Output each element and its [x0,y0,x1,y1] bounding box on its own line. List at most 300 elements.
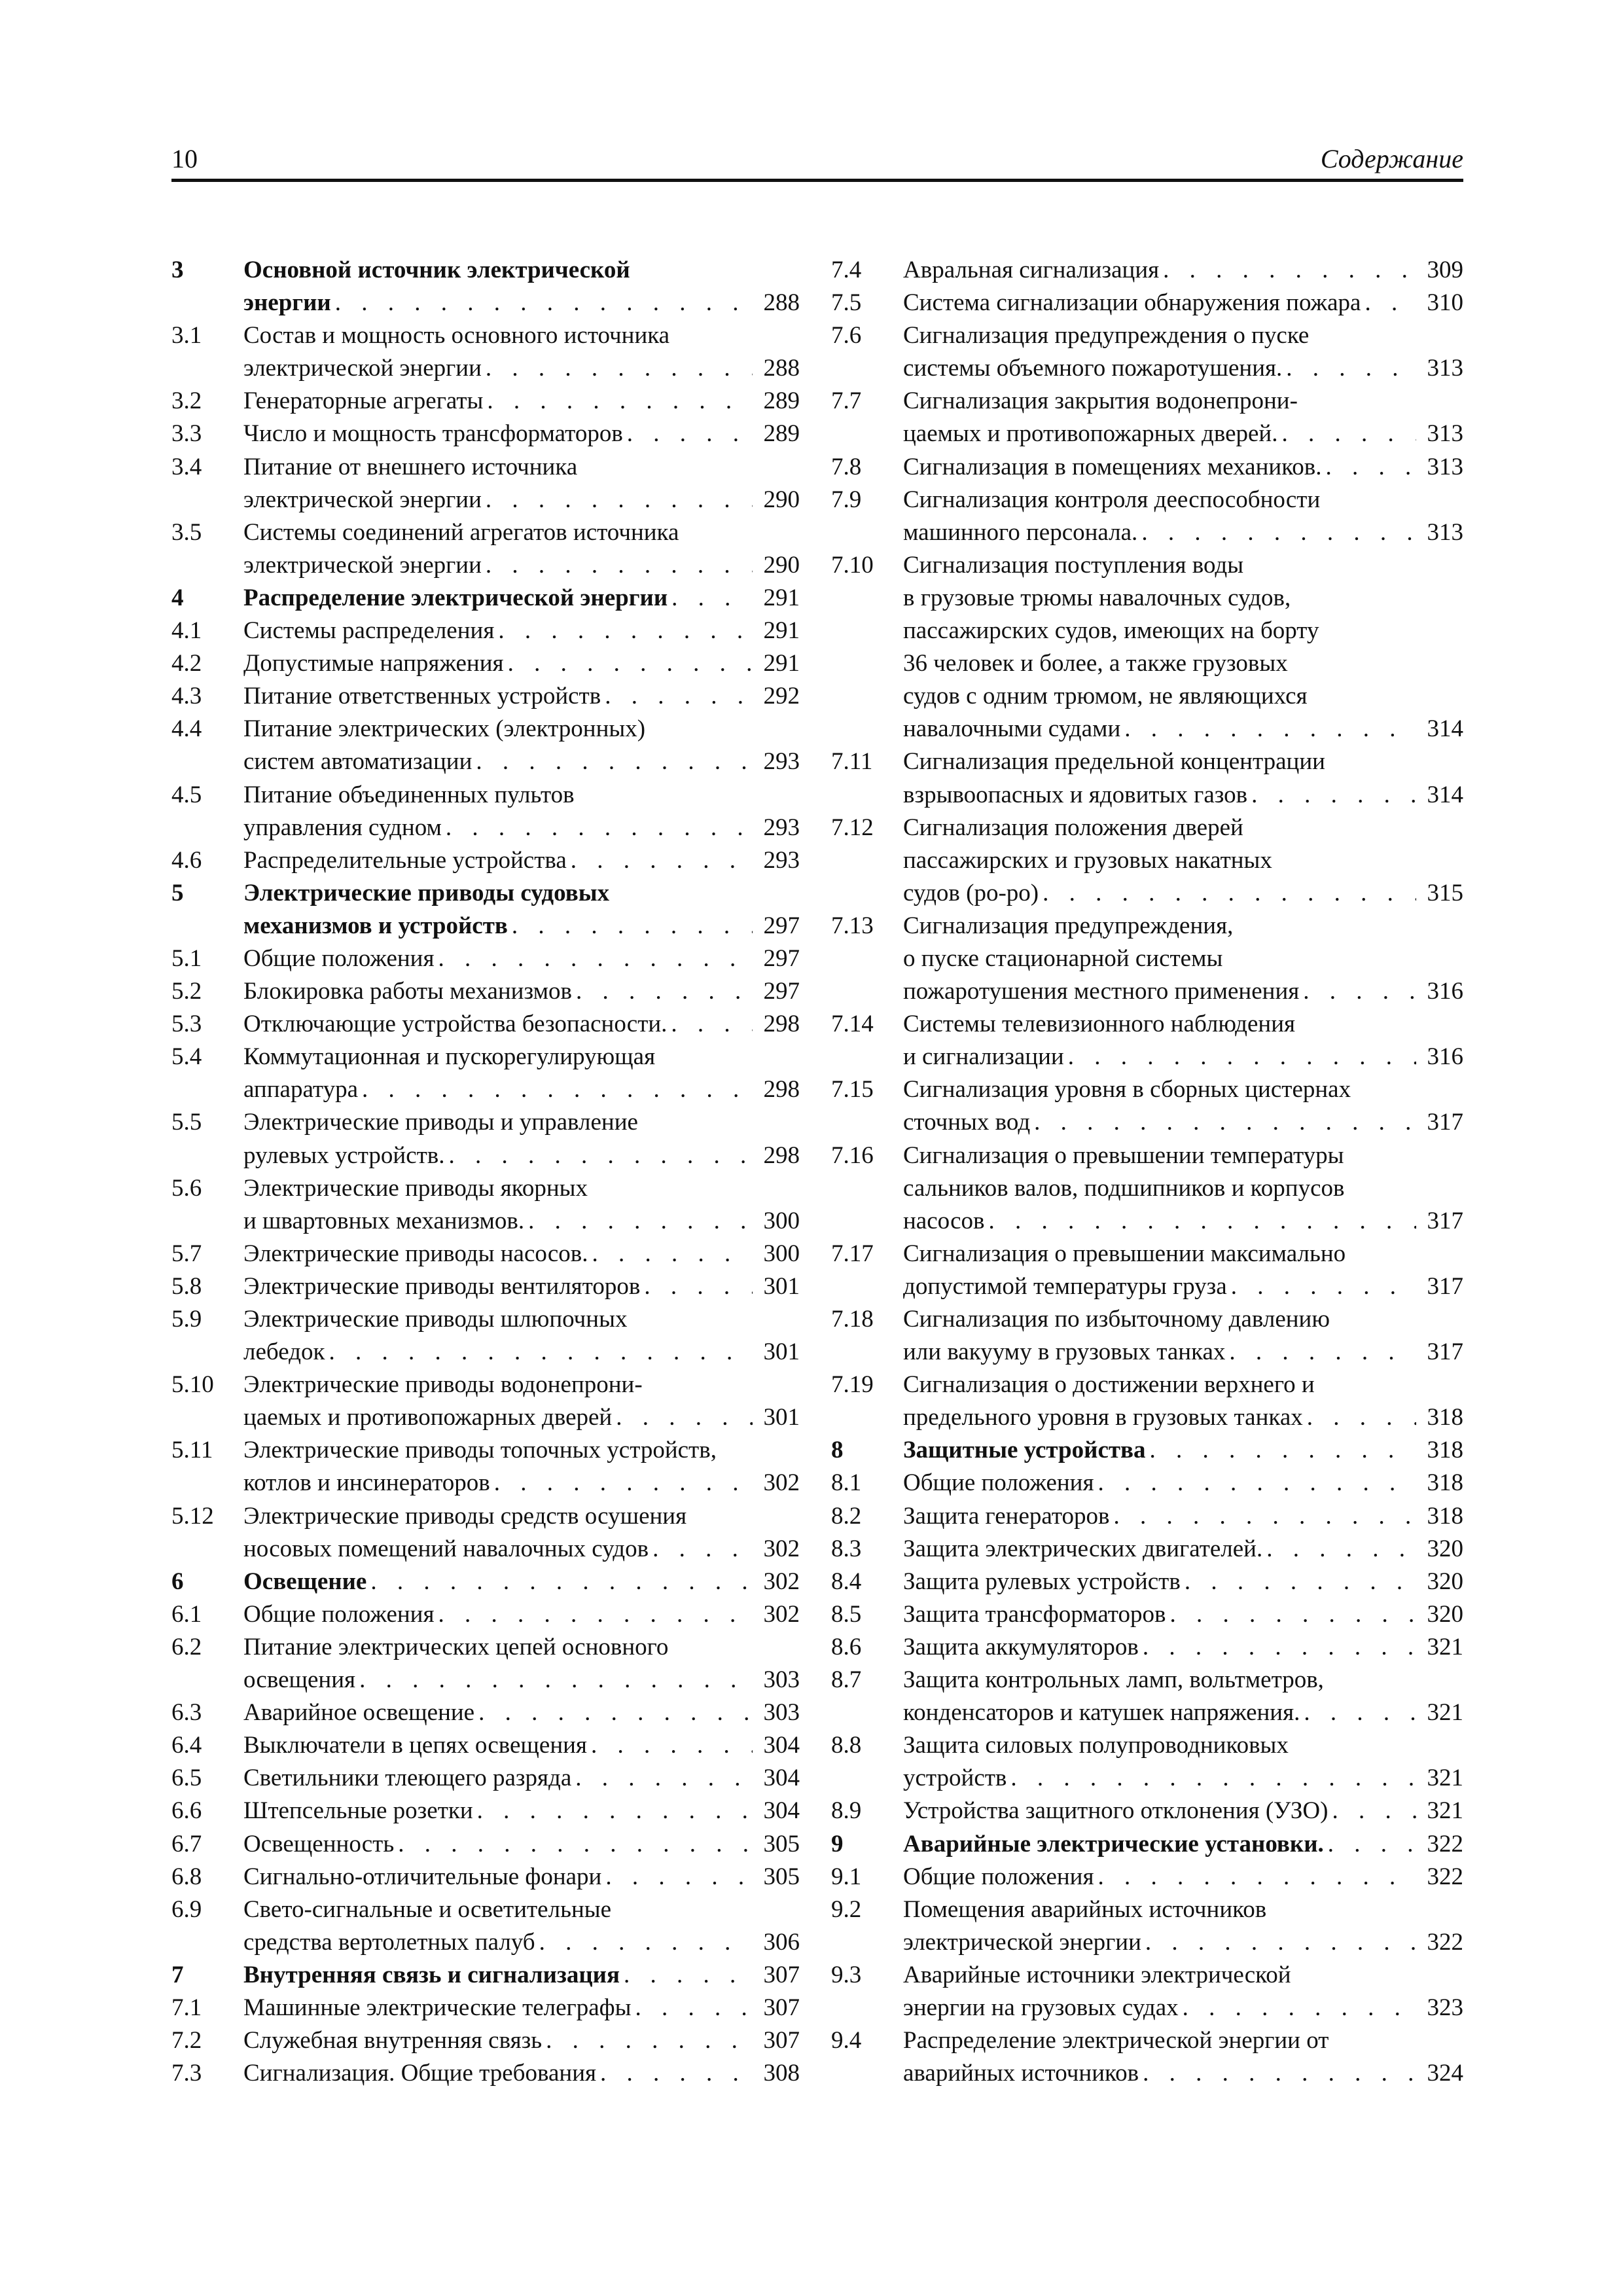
toc-title-last-line [903,2057,1463,2090]
dot-leader [671,1008,753,1041]
toc-entry-title [243,1270,800,1303]
toc-entry-number: 3.3 [171,420,202,448]
toc-title-last-line [903,1041,1463,1073]
toc-title-line: освещения [243,1666,356,1694]
toc-entry-number: 3 [171,257,184,283]
toc-title-line: носовых помещений навалочных судов [243,1535,649,1562]
dot-leader [605,1861,753,1893]
toc-entry-title [243,1729,800,1762]
dot-leader [624,1959,753,1992]
dot-leader [1251,779,1416,812]
toc-title-line: Сигнализация. Общие требования [243,2060,597,2087]
toc-entry [831,910,1463,1008]
toc-entry-title [243,2057,800,2090]
toc-entry [831,319,1463,385]
toc-entry-title [243,2024,800,2057]
dot-leader [1229,1336,1416,1369]
toc-entry-number: 7.15 [831,1076,874,1103]
dot-leader [616,1401,753,1434]
toc-title-last-line [903,1992,1463,2024]
dot-leader [446,812,753,844]
toc-entry-title [903,287,1463,319]
toc-entry-number: 7.7 [831,387,862,415]
toc-page-number: 293 [763,814,800,841]
toc-title-last-line [903,1926,1463,1959]
toc-title-line: Общие положения [903,1469,1094,1497]
toc-chapter-entry [171,1959,800,1992]
dot-leader [591,1729,753,1762]
toc-title-line: электрической энергии [243,355,482,382]
toc-entry-title [243,680,800,713]
toc-entry [831,484,1463,549]
dot-leader [1307,1401,1416,1434]
toc-title-line: Светильники тлеющего разряда [243,1765,572,1792]
toc-entry-number: 4.1 [171,617,202,645]
toc-entry-number: 5.8 [171,1272,202,1300]
toc-entry-title [903,1434,1463,1467]
toc-title-last-line [903,975,1463,1008]
dot-leader [512,910,753,942]
toc-page-number: 322 [1427,1830,1463,1857]
toc-entry-title [903,1631,1463,1664]
toc-page-number: 297 [763,944,800,972]
toc-entry-title [903,1467,1463,1499]
toc-title-last-line [903,1598,1463,1631]
toc-entry-title [903,1959,1463,2024]
toc-entry-title [243,1008,800,1041]
toc-page-number: 321 [1427,1765,1463,1792]
toc-title-last-line [243,1270,800,1303]
toc-page-number: 320 [1427,1568,1463,1595]
toc-entry-number: 8.3 [831,1535,862,1562]
toc-entry-number: 4.6 [171,846,202,874]
toc-title-line: Аварийное освещение [243,1699,475,1727]
toc-page-number: 313 [1427,518,1463,546]
toc-title-line: Питание электрических (электронных) [243,715,646,743]
toc-page-number: 320 [1427,1535,1463,1562]
toc-title-last-line [243,1008,800,1041]
toc-entry-number: 8.1 [831,1469,862,1497]
toc-entry-title [903,1238,1463,1303]
toc-entry [171,1369,800,1434]
toc-entry-title [903,1795,1463,1827]
toc-title-last-line [903,1205,1463,1238]
toc-entry-number: 8 [831,1437,844,1464]
toc-title-line: допустимой температуры груза [903,1272,1227,1300]
toc-entry-number: 7.8 [831,453,862,480]
toc-page-number: 305 [763,1863,800,1890]
toc-entry-title [903,1008,1463,1073]
dot-leader [1185,1566,1416,1598]
toc-title-line: Отключающие устройства безопасности. [243,1011,668,1038]
toc-entry-title [243,1828,800,1861]
toc-title-line: Система сигнализации обнаружения пожара [903,289,1361,317]
toc-entry-title [903,1369,1463,1434]
toc-title-line: электрической энергии [903,1928,1141,1956]
toc-entry-number: 5.12 [171,1502,214,1530]
toc-page-number: 298 [763,1011,800,1038]
toc-entry-title [243,1992,800,2024]
toc-page-number: 318 [1427,1469,1463,1497]
toc-title-last-line [243,1073,800,1106]
dot-leader [1143,2057,1416,2090]
toc-title-line: системы объемного пожаротушения. [903,355,1283,382]
toc-page-number: 298 [763,1076,800,1103]
dot-leader [671,582,753,615]
toc-entry-number: 7.12 [831,814,874,841]
toc-entry [171,1303,800,1369]
toc-title-last-line [243,1992,800,2024]
toc-entry [831,2024,1463,2090]
toc-entry [831,1861,1463,1893]
toc-title-line: Защита электрических двигателей. [903,1535,1263,1562]
toc-title-last-line [903,352,1463,385]
toc-entry-number: 8.5 [831,1600,862,1628]
toc-entry-title [243,942,800,975]
toc-title-last-line [243,1467,800,1499]
toc-entry [831,1631,1463,1664]
toc-entry [831,1893,1463,1959]
toc-title-last-line [903,451,1463,484]
toc-page-number: 304 [763,1765,800,1792]
toc-entry-number: 3.1 [171,322,202,350]
toc-page-number: 291 [763,584,800,611]
toc-title-line: Системы телевизионного наблюдения [903,1011,1296,1038]
toc-page-number: 297 [763,978,800,1005]
toc-entry [831,1369,1463,1434]
toc-entry [831,1729,1463,1795]
toc-title-last-line [243,1795,800,1827]
toc-entry-number: 8.2 [831,1502,862,1530]
toc-title-line: Общие положения [243,1600,435,1628]
toc-entry-number: 8.8 [831,1732,862,1759]
dot-leader [1304,1696,1416,1729]
toc-entry-number: 6.1 [171,1600,202,1628]
toc-title-line: Сигнализация в помещениях механиков. [903,453,1322,480]
toc-entry-number: 6.6 [171,1797,202,1825]
toc-entry [171,844,800,877]
toc-entry-title [903,2024,1463,2090]
toc-title-line: Состав и мощность основного источника [243,322,670,350]
toc-entry-title [243,1566,800,1598]
toc-title-line: Помещения аварийных источников [903,1895,1267,1923]
toc-column-left [171,254,800,2090]
toc-title-last-line [243,1598,800,1631]
toc-title-last-line [243,615,800,647]
page-number: 10 [171,144,198,173]
dot-leader [592,1238,753,1270]
dot-leader [438,942,753,975]
toc-title-line: судов (ро-ро) [903,879,1039,906]
toc-title-line: лебедок [243,1338,325,1366]
toc-entry [171,1893,800,1959]
toc-title-line: аппаратура [243,1076,359,1103]
toc-title-line: навалочными судами [903,715,1121,743]
toc-title-last-line [243,680,800,713]
toc-entry [831,385,1463,450]
toc-title-line: Сигнализация по избыточному давлению [903,1306,1330,1333]
dot-leader [1150,1434,1416,1467]
toc-entry [171,1696,800,1729]
toc-title-line: Коммутационная и пускорегулирующая [243,1043,656,1071]
toc-title-line: Электрические приводы топочных устройств, [243,1437,717,1464]
toc-entry-number: 4 [171,584,184,611]
toc-title-last-line [903,1467,1463,1499]
toc-page-number: 313 [1427,355,1463,382]
toc-title-line: механизмов и устройств [243,912,508,939]
toc-title-line: Питание электрических цепей основного [243,1633,669,1660]
dot-leader [508,647,753,680]
toc-title-line: Сигнализация предельной концентрации [903,748,1325,776]
toc-entry-title [903,1073,1463,1139]
dot-leader [652,1533,753,1566]
toc-title-line: пожаротушения местного применения [903,978,1300,1005]
dot-leader [1097,1467,1416,1499]
toc-entry-title [243,1041,800,1106]
toc-entry [831,1664,1463,1729]
toc-page-number: 302 [763,1568,800,1595]
toc-title-line: энергии на грузовых судах [903,1994,1179,2021]
toc-title-line: Электрические приводы водонепрони- [243,1371,643,1399]
toc-title-line: Распределение электрической энергии [243,584,668,611]
toc-entry [171,713,800,778]
toc-page-number: 322 [1427,1928,1463,1956]
dot-leader [1124,713,1416,745]
toc-entry-number: 3.2 [171,387,202,415]
toc-entry [831,549,1463,746]
toc-entry-title [243,1106,800,1172]
toc-entry-number: 5.4 [171,1043,202,1071]
toc-title-last-line [243,1959,800,1992]
toc-page-number: 318 [1427,1404,1463,1431]
toc-entry-title [903,451,1463,484]
toc-title-last-line [243,2024,800,2057]
toc-title-line: управления судном [243,814,442,841]
toc-entry-title [243,615,800,647]
toc-page-number: 321 [1427,1633,1463,1660]
toc-page-number: 307 [763,1994,800,2021]
dot-leader [1328,1828,1416,1861]
toc-page-number: 288 [763,355,800,382]
toc-title-last-line [903,1336,1463,1369]
toc-title-last-line [243,582,800,615]
toc-title-line: Машинные электрические телеграфы [243,1994,632,2021]
toc-entry-number: 7.11 [831,748,873,776]
dot-leader [539,1926,753,1959]
toc-entry-number: 5.2 [171,978,202,1005]
toc-title-line: Допустимые напряжения [243,650,504,677]
toc-entry [171,1631,800,1696]
toc-entry [171,2024,800,2057]
dot-leader [1286,352,1416,385]
toc-entry-title [243,647,800,680]
toc-entry-number: 4.2 [171,650,202,677]
toc-title-line: в грузовые трюмы навалочных судов, [903,584,1291,611]
toc-entry-title [243,713,800,778]
toc-page-number: 313 [1427,453,1463,480]
dot-leader [1143,1631,1416,1664]
toc-title-last-line [243,844,800,877]
toc-entry-number: 9 [831,1830,844,1857]
toc-entry-title [243,1434,800,1499]
toc-entry [171,1828,800,1861]
toc-title-line: цаемых и противопожарных дверей. [903,420,1278,448]
toc-page-number: 306 [763,1928,800,1956]
toc-entry [171,647,800,680]
toc-entry-number: 7.6 [831,322,862,350]
toc-title-line: Защита генераторов [903,1502,1110,1530]
toc-entry-number: 9.4 [831,2027,862,2054]
toc-entry-number: 7.18 [831,1306,874,1333]
toc-page-number: 318 [1427,1502,1463,1530]
toc-entry-number: 9.1 [831,1863,862,1890]
toc-title-line: Сигнализация положения дверей [903,814,1243,841]
toc-page-number: 317 [1427,1338,1463,1366]
dot-leader [1163,254,1416,287]
toc-page-number: 309 [1427,257,1463,283]
dot-leader [1183,1992,1416,2024]
toc-page-number: 314 [1427,715,1463,743]
toc-page-number: 310 [1427,289,1463,317]
toc-title-last-line [243,1139,800,1172]
toc-title-last-line [243,812,800,844]
toc-chapter-entry [831,1434,1463,1467]
toc-entry-title [243,1598,800,1631]
toc-title-line: Питание от внешнего источника [243,453,578,480]
toc-entry-title [903,319,1463,385]
toc-entry [171,1500,800,1566]
toc-entry-title [903,745,1463,811]
dot-leader [478,1696,753,1729]
toc-title-line: Электрические приводы шлюпочных [243,1306,628,1333]
toc-entry-number: 5.5 [171,1109,202,1136]
dot-leader [486,549,753,582]
dot-leader [398,1828,753,1861]
toc-entry-number: 5.11 [171,1437,213,1464]
dot-leader [498,615,753,647]
toc-page-number: 314 [1427,781,1463,808]
toc-entry-number: 7.4 [831,257,862,283]
toc-entry-title [243,877,800,942]
toc-entry-number: 6.2 [171,1633,202,1660]
toc-entry-title [903,549,1463,746]
toc-entry-number: 8.9 [831,1797,862,1825]
toc-title-line: электрической энергии [243,486,482,513]
toc-entry [171,1598,800,1631]
dot-leader [1231,1270,1416,1303]
toc-page-number: 302 [763,1600,800,1628]
toc-entry [171,418,800,450]
toc-page-number: 317 [1427,1109,1463,1136]
toc-title-last-line [243,287,800,319]
toc-title-last-line [903,1500,1463,1533]
toc-entry-title [903,1729,1463,1795]
toc-title-last-line [243,418,800,450]
toc-title-line: и сигнализации [903,1043,1064,1071]
toc-title-line: взрывоопасных и ядовитых газов [903,781,1248,808]
toc-entry-number: 7.10 [831,551,874,579]
toc-page-number: 293 [763,748,800,776]
toc-title-last-line [903,1566,1463,1598]
toc-title-line: машинного персонала. [903,518,1138,546]
toc-entry-number: 4.4 [171,715,202,743]
toc-title-last-line [243,352,800,385]
toc-entry [171,516,800,582]
toc-entry-number: 7.3 [171,2060,202,2087]
toc-entry-title [243,254,800,319]
toc-title-line: средства вертолетных палуб [243,1928,535,1956]
toc-entry [171,1434,800,1499]
toc-title-line: Электрические приводы судовых [243,879,610,906]
toc-title-line: Аварийные электрические установки. [903,1830,1324,1857]
toc-title-last-line [903,1533,1463,1566]
toc-page-number: 301 [763,1404,800,1431]
toc-page-number: 315 [1427,879,1463,906]
toc-entry [831,1500,1463,1533]
toc-entry-number: 6.5 [171,1765,202,1792]
toc-title-last-line [243,1696,800,1729]
toc-title-last-line [243,1205,800,1238]
dot-leader [487,385,753,418]
toc-title-line: Сигнализация поступления воды [903,551,1244,579]
dot-leader [438,1598,753,1631]
toc-entry-number: 7.2 [171,2027,202,2054]
dot-leader [477,1795,753,1827]
toc-title-line: судов с одним трюмом, не являющихся [903,683,1308,710]
toc-entry-number: 6.3 [171,1699,202,1727]
toc-entry-number: 7.14 [831,1011,874,1038]
toc-entry-number: 4.3 [171,683,202,710]
toc-entry [831,1959,1463,2024]
toc-entry [171,1172,800,1238]
toc-entry-title [903,910,1463,1008]
dot-leader [635,1992,753,2024]
toc-title-last-line [903,1795,1463,1827]
dot-leader [1043,877,1416,910]
dot-leader [335,287,753,319]
dot-leader [576,975,753,1008]
toc-title-line: Освещенность [243,1830,395,1857]
toc-chapter-entry [831,1828,1463,1861]
toc-entry-number: 3.4 [171,453,202,480]
toc-title-last-line [243,975,800,1008]
toc-title-line: сточных вод [903,1109,1031,1136]
toc-entry-title [903,254,1463,287]
toc-page-number: 291 [763,617,800,645]
toc-entry [831,1238,1463,1303]
toc-page-number: 302 [763,1535,800,1562]
toc-entry [171,1238,800,1270]
toc-title-line: Сигнализация предупреждения, [903,912,1234,939]
toc-page-number: 297 [763,912,800,939]
dot-leader [627,418,753,450]
toc-entry-title [243,1762,800,1795]
toc-title-line: Защита трансформаторов [903,1600,1166,1628]
toc-entry-number: 7.5 [831,289,862,317]
toc-entry-title [903,1598,1463,1631]
toc-entry [831,1533,1463,1566]
toc-entry-number: 6 [171,1568,184,1595]
toc-title-last-line [243,1238,800,1270]
dot-leader [1145,1926,1416,1959]
toc-title-line: Основной источник электрической [243,257,630,283]
dot-leader [1141,516,1416,549]
toc-entry [171,1762,800,1795]
toc-page-number: 318 [1427,1437,1463,1464]
toc-title-last-line [243,484,800,516]
toc-entry [831,1467,1463,1499]
toc-entry-title [903,1139,1463,1238]
